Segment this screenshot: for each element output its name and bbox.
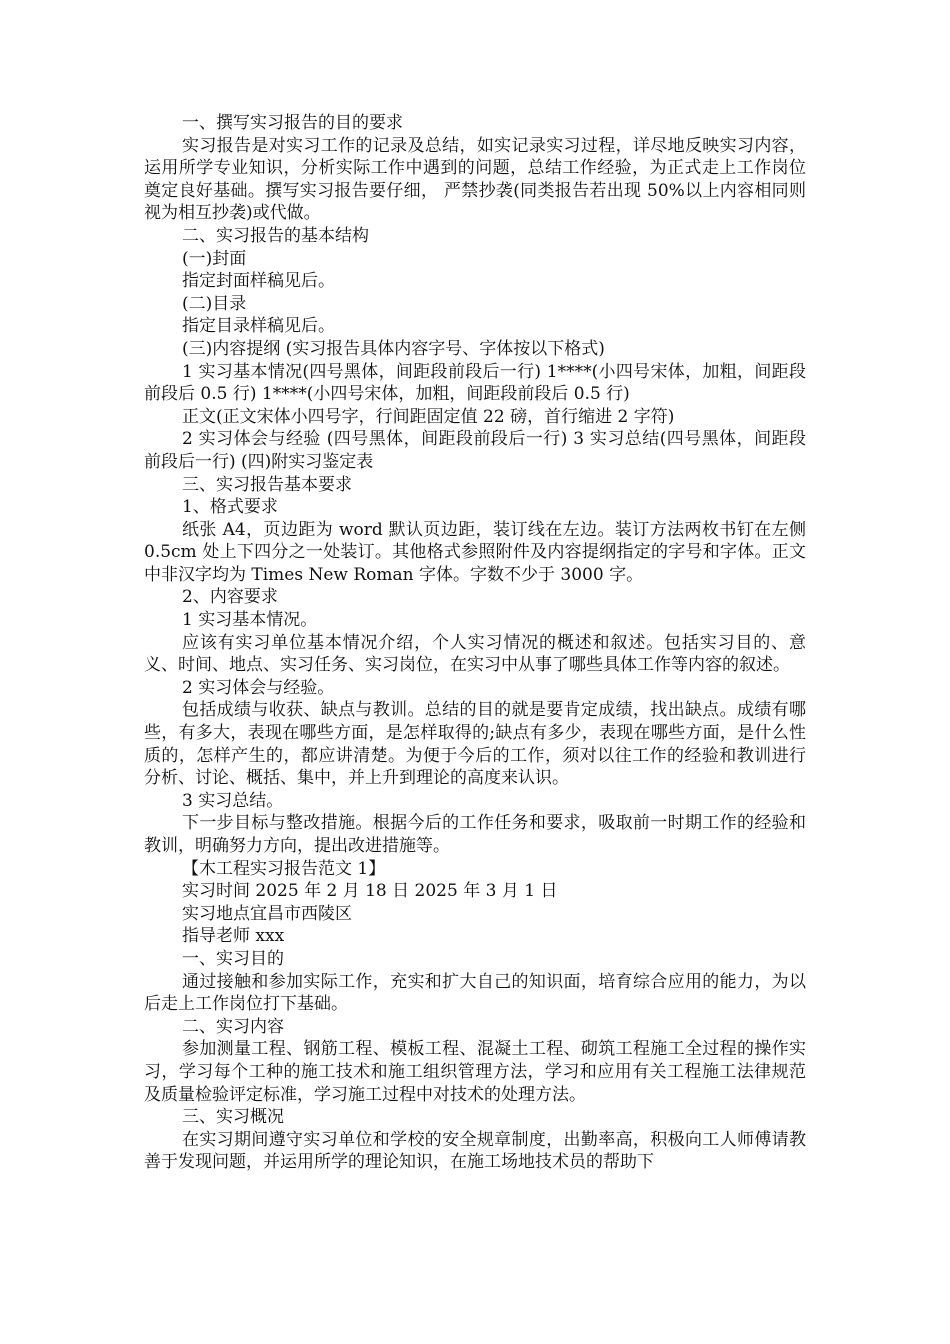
section-heading-goal: 一、实习目的 bbox=[182, 948, 284, 969]
paragraph: 指定封面样稿见后。 bbox=[182, 271, 335, 292]
subheading-toc: (二)目录 bbox=[182, 293, 247, 314]
section-heading-structure: 二、实习报告的基本结构 bbox=[182, 225, 369, 246]
internship-time: 实习时间 2025 年 2 月 18 日 2025 年 3 月 1 日 bbox=[182, 881, 558, 902]
subheading-outline: (三)内容提纲 (实习报告具体内容字号、字体按以下格式) bbox=[182, 338, 605, 359]
paragraph: 应该有实习单位基本情况介绍，个人实习情况的概述和叙述。包括实习目的、意义、时间、地点、实习任务、实习岗位，在实习中从事了哪些具体工作等内容的叙述。 bbox=[144, 632, 806, 676]
subheading-cover: (一)封面 bbox=[182, 248, 247, 269]
paragraph: 下一步目标与整改措施。根据今后的工作任务和要求，吸取前一时期工作的经验和教训，明确努力方向，提出改进措施等。 bbox=[144, 813, 806, 856]
paragraph: 2 实习体会与经验 (四号黑体，间距段前段后一行) 3 实习总结(四号黑体，间距段前段后一行) (四)附实习鉴定表 bbox=[144, 429, 806, 472]
section-heading-purpose: 一、撰写实习报告的目的要求 bbox=[182, 113, 403, 133]
paragraph: 包括成绩与收获、缺点与教训。总结的目的就是要肯定成绩，找出缺点。成绩有哪些，有多大，表现在哪些方面，是怎样取得的;缺点有多少，表现在哪些方面，是什么性质的，怎样产生的，都应讲清楚。为便于今后的工作，须对以往工作的经验和教训进行分析、讨论、概括、集中，并上升到理论的高度来认识。 bbox=[144, 700, 806, 789]
sample-title: 【木工程实习报告范文 1】 bbox=[182, 858, 386, 879]
list-item: 3 实习总结。 bbox=[182, 790, 284, 811]
list-item: 1 实习基本情况。 bbox=[182, 610, 318, 631]
section-heading-requirements: 三、实习报告基本要求 bbox=[182, 474, 352, 495]
paragraph: 在实习期间遵守实习单位和学校的安全规章制度，出勤率高，积极向工人师傅请教善于发现问题，并运用所学的理论知识，在施工场地技术员的帮助下 bbox=[144, 1129, 806, 1173]
paragraph: 纸张 A4，页边距为 word 默认页边距，装订线在左边。装订方法两枚书钉在左侧 0.5cm 处上下四分之一处装订。其他格式参照附件及内容提纲指定的字号和字体。正文中非汉字均为 Times New Roman 字体。字数不少于 3000 字。 bbox=[144, 519, 806, 585]
subheading-format: 1、格式要求 bbox=[182, 497, 278, 518]
paragraph: 指定目录样稿见后。 bbox=[182, 316, 335, 337]
paragraph: 实习报告是对实习工作的记录及总结，如实记录实习过程，详尽地反映实习内容，运用所学专业知识，分析实际工作中遇到的问题，总结工作经验，为正式走上工作岗位奠定良好基础。撰写实习报告要仔细， 严禁抄袭(同类报告若出现 50%以上内容相同则视为相互抄袭)或代做。 bbox=[144, 135, 806, 224]
supervisor: 指导老师 xxx bbox=[182, 926, 285, 947]
paragraph: 正文(正文宋体小四号字，行间距固定值 22 磅，首行缩进 2 字符) bbox=[182, 406, 675, 427]
document-body bbox=[144, 112, 806, 1174]
subheading-content: 2、内容要求 bbox=[182, 587, 278, 608]
list-item: 2 实习体会与经验。 bbox=[182, 677, 335, 698]
paragraph: 通过接触和参加实际工作，充实和扩大自己的知识面，培育综合应用的能力，为以后走上工作岗位打下基础。 bbox=[144, 971, 806, 1015]
section-heading-overview: 三、实习概况 bbox=[182, 1107, 284, 1128]
section-heading-contents: 二、实习内容 bbox=[182, 1016, 284, 1037]
internship-location: 实习地点宜昌市西陵区 bbox=[182, 903, 352, 924]
paragraph: 参加测量工程、钢筋工程、模板工程、混凝土工程、砌筑工程施工全过程的操作实习，学习每个工种的施工技术和施工组织管理方法，学习和应用有关工程施工法律规范及质量检验评定标准，学习施工过程中对技术的处理方法。 bbox=[144, 1039, 806, 1105]
paragraph: 1 实习基本情况(四号黑体，间距段前段后一行) 1****(小四号宋体，加粗，间距段前段后 0.5 行) 1****(小四号宋体，加粗，间距段前段后 0.5 行) bbox=[144, 361, 806, 405]
